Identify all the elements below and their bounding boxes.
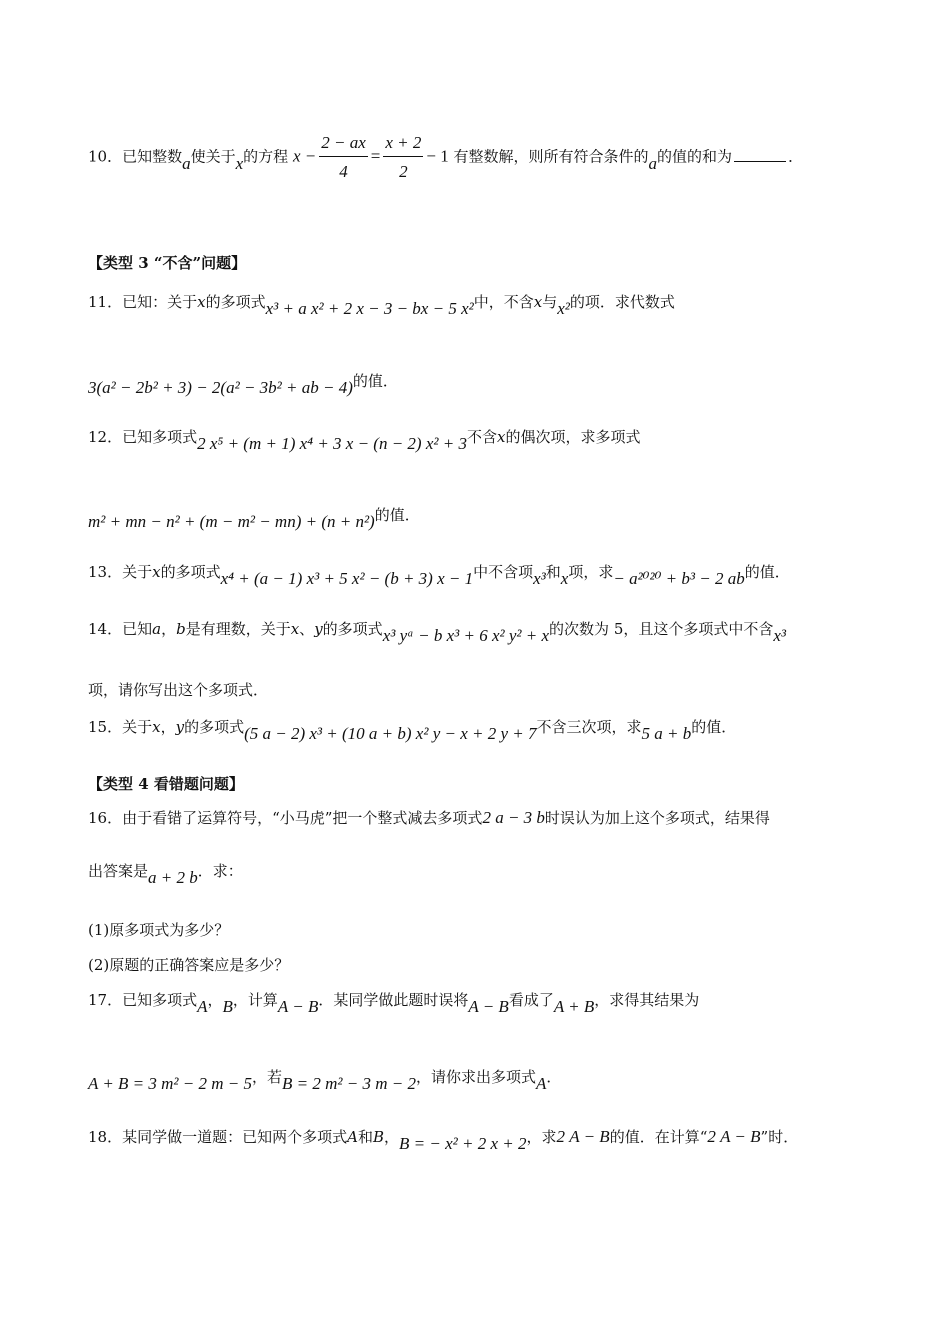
fraction: $\frac{2 - ax}{4}$ — [321, 133, 366, 181]
question-16: 16．由于看错了运算符号，“小马虎”把一个整式减去多项式2 a − 3 b时误认为加上这个多项式，结果得 — [88, 808, 770, 827]
question-18: 18．某同学做一道题：已知两个多项式A和B，B = − x² + 2 x + 2，求2 A − B的值．在计算“2 A − B”时． — [88, 1127, 799, 1153]
question-number: 16． — [88, 809, 123, 827]
question-14: 14．已知a，b是有理数，关于x、y的多项式x³ yᵃ − b x³ + 6 x² y² + x的次数为 5，且这个多项式中不含x³ — [88, 620, 787, 645]
question-number: 13． — [88, 563, 123, 581]
question-number: 15． — [88, 718, 123, 736]
fraction: $\frac{x + 2}{2}$ — [385, 133, 422, 181]
question-number: 18． — [88, 1128, 123, 1146]
question-16-part-1: (1)原多项式为多少？ — [88, 921, 230, 939]
answer-blank — [734, 161, 786, 162]
section-heading-type4: 【类型 4 看错题问题】 — [88, 775, 244, 793]
question-14-cont: 项，请你写出这个多项式． — [88, 681, 269, 699]
question-11: 11．已知：关于x的多项式x³ + a x² + 2 x − 3 − bx − 5 x²中，不含x与x²的项．求代数式 — [88, 293, 675, 318]
question-12-expression: m² + mn − n² + (m − m² − mn) + (n + n²)的值． — [88, 506, 420, 531]
question-number: 11． — [88, 293, 123, 311]
question-17-cont: A + B = 3 m² − 2 m − 5，若B = 2 m² − 3 m − 2，请你求出多项式A． — [88, 1068, 562, 1093]
question-16-cont: 出答案是a + 2 b．求： — [88, 862, 243, 887]
question-13: 13．关于x的多项式x⁴ + (a − 1) x³ + 5 x² − (b + 3) x − 1中不含项x³和x项，求− a²⁰²⁰ + b³ − 2 ab的值． — [88, 563, 790, 588]
question-11-expression: 3(a² − 2b² + 3) − 2(a² − 3b² + ab − 4)的值． — [88, 372, 398, 397]
question-16-part-2: (2)原题的正确答案应是多少？ — [88, 956, 290, 974]
question-number: 12． — [88, 428, 123, 446]
question-15: 15．关于x，y的多项式(5 a − 2) x³ + (10 a + b) x² y − x + 2 y + 7不含三次项，求5 a + b的值． — [88, 718, 737, 743]
section-heading-type3: 【类型 3 “不含”问题】 — [88, 254, 247, 272]
question-number: 10． — [88, 147, 123, 166]
question-12: 12．已知多项式2 x⁵ + (m + 1) x⁴ + 3 x − (n − 2) x² + 3不含x的偶次项，求多项式 — [88, 428, 641, 453]
question-number: 14． — [88, 620, 123, 638]
question-10: 10．已知整数a使关于x的方程 x − $\frac{2 - ax}{4}$ = $\frac{x + 2}{2}$ − 1 有整数解，则所有符合条件的a的值的和为 ． — [88, 133, 804, 181]
question-17: 17．已知多项式A，B，计算A − B．某同学做此题时误将A − B看成了A + B，求得其结果为 — [88, 991, 700, 1016]
question-number: 17． — [88, 991, 123, 1009]
